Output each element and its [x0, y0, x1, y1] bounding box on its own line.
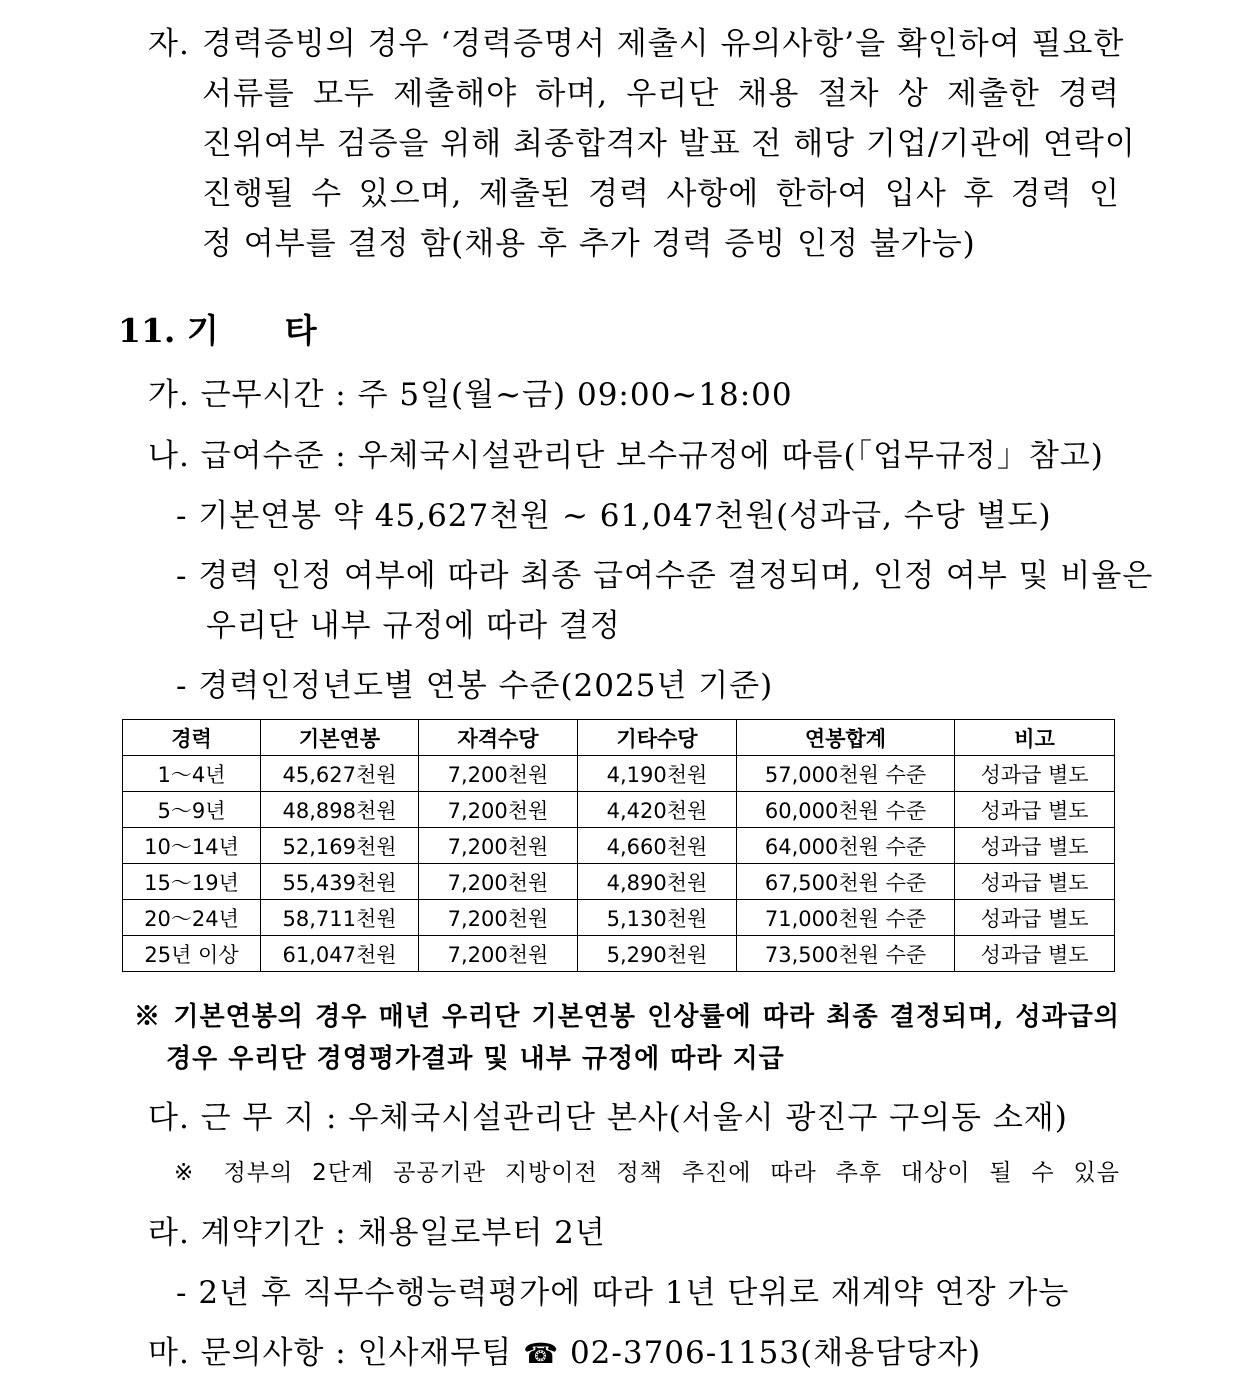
header-base-salary: 기본연봉: [261, 720, 419, 756]
item-inquiry-label: 마. 문의사항 : 인사재무팀: [148, 1335, 513, 1371]
section-ja-line-3: 진위여부 검증을 위해 최종합격자 발표 전 해당 기업/기관에 연락이: [202, 126, 1136, 162]
table-cell: 25년 이상: [123, 936, 261, 972]
header-remarks: 비고: [955, 720, 1115, 756]
table-row: [123, 756, 1115, 792]
table-cell: 7,200천원: [419, 864, 578, 900]
table-cell: 5～9년: [123, 792, 261, 828]
table-cell: 7,200천원: [419, 900, 578, 936]
bullet-career-line-2: 우리단 내부 규정에 따라 결정: [206, 608, 621, 644]
table-cell: 73,500천원 수준: [737, 936, 955, 972]
table-row: [123, 936, 1115, 972]
item-salary-level: 나. 급여수준 : 우체국시설관리단 보수규정에 따름(「업무규정」참고): [148, 438, 1104, 474]
note-salary-line-2: 경우 우리단 경영평가결과 및 내부 규정에 따라 지급: [166, 1044, 785, 1074]
table-cell: 5,130천원: [578, 900, 737, 936]
bullet-base-salary: - 기본연봉 약 45,627천원 ~ 61,047천원(성과급, 수당 별도): [176, 498, 1052, 534]
section-ja-marker: 자.: [148, 26, 190, 62]
table-cell: 67,500천원 수준: [737, 864, 955, 900]
table-cell: 61,047천원: [261, 936, 419, 972]
table-cell: 45,627천원: [261, 756, 419, 792]
table-cell: 71,000천원 수준: [737, 900, 955, 936]
table-cell: 7,200천원: [419, 936, 578, 972]
note-relocation: ※ 정부의 2단계 공공기관 지방이전 정책 추진에 따라 추후 대상이 될 수 있음: [174, 1160, 1120, 1186]
bullet-contract-renewal: - 2년 후 직무수행능력평가에 따라 1년 단위로 재계약 연장 가능: [176, 1275, 1070, 1311]
table-cell: 성과급 별도: [955, 936, 1115, 972]
section-ja-line-5: 정 여부를 결정 함(채용 후 추가 경력 증빙 인정 불가능): [202, 226, 976, 262]
bullet-career-line-1: - 경력 인정 여부에 따라 최종 급여수준 결정되며, 인정 여부 및 비율은: [176, 558, 1154, 594]
table-row: [123, 792, 1115, 828]
item-contract-period: 라. 계약기간 : 채용일로부터 2년: [148, 1215, 606, 1251]
table-cell: 10～14년: [123, 828, 261, 864]
table-cell: 4,420천원: [578, 792, 737, 828]
table-cell: 5,290천원: [578, 936, 737, 972]
section-11-heading: 11. 기 타: [118, 311, 317, 350]
table-cell: 7,200천원: [419, 756, 578, 792]
section-ja-line-4: 진행될 수 있으며, 제출된 경력 사항에 한하여 입사 후 경력 인: [202, 176, 1120, 212]
table-cell: 7,200천원: [419, 828, 578, 864]
table-cell: 48,898천원: [261, 792, 419, 828]
table-cell: 60,000천원 수준: [737, 792, 955, 828]
salary-table-header-row: [123, 720, 1115, 756]
section-ja-line-1: 경력증빙의 경우 ‘경력증명서 제출시 유의사항’을 확인하여 필요한: [202, 26, 1125, 62]
item-work-hours: 가. 근무시간 : 주 5일(월~금) 09:00~18:00: [148, 377, 793, 413]
table-cell: 20～24년: [123, 900, 261, 936]
header-other-allowance: 기타수당: [578, 720, 737, 756]
salary-table: [122, 719, 1115, 972]
table-cell: 성과급 별도: [955, 792, 1115, 828]
phone-icon: ☎: [523, 1337, 560, 1370]
item-inquiry: [148, 1327, 981, 1372]
header-qualification-allowance: 자격수당: [419, 720, 578, 756]
table-cell: 52,169천원: [261, 828, 419, 864]
table-cell: 15～19년: [123, 864, 261, 900]
table-cell: 1～4년: [123, 756, 261, 792]
table-cell: 4,660천원: [578, 828, 737, 864]
table-cell: 57,000천원 수준: [737, 756, 955, 792]
table-cell: 64,000천원 수준: [737, 828, 955, 864]
bullet-table-title: - 경력인정년도별 연봉 수준(2025년 기준): [176, 668, 774, 704]
header-career: 경력: [123, 720, 261, 756]
note-salary-line-1: ※ 기본연봉의 경우 매년 우리단 기본연봉 인상률에 따라 최종 결정되며, 성과급의: [134, 1002, 1120, 1032]
section-ja-line-2: 서류를 모두 제출해야 하며, 우리단 채용 절차 상 제출한 경력: [202, 76, 1120, 112]
table-row: [123, 864, 1115, 900]
item-work-location: 다. 근 무 지 : 우체국시설관리단 본사(서울시 광진구 구의동 소재): [148, 1100, 1068, 1136]
header-annual-total: 연봉합계: [737, 720, 955, 756]
table-cell: 58,711천원: [261, 900, 419, 936]
table-cell: 성과급 별도: [955, 756, 1115, 792]
table-cell: 성과급 별도: [955, 900, 1115, 936]
table-row: [123, 828, 1115, 864]
table-cell: 55,439천원: [261, 864, 419, 900]
item-inquiry-contact: 02-3706-1153(채용담당자): [569, 1335, 982, 1371]
table-row: [123, 900, 1115, 936]
table-cell: 4,890천원: [578, 864, 737, 900]
table-cell: 성과급 별도: [955, 864, 1115, 900]
table-cell: 4,190천원: [578, 756, 737, 792]
table-cell: 7,200천원: [419, 792, 578, 828]
table-cell: 성과급 별도: [955, 828, 1115, 864]
